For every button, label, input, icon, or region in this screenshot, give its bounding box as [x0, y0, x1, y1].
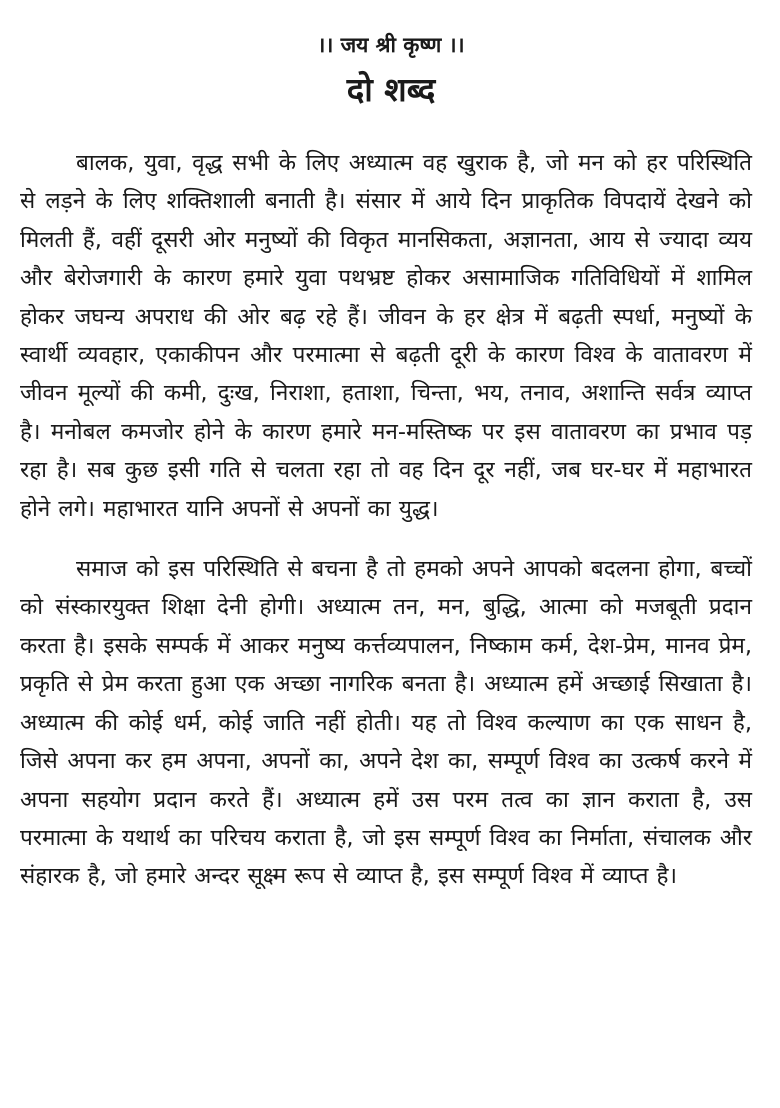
- paragraph-2: समाज को इस परिस्थिति से बचना है तो हमको अपने आपको बदलना होगा, बच्चों को संस्कारयुक्त शिक्षा देनी होगी। अध्यात्म तन, मन, बुद्धि, आत्मा को मजबूती प्रदान करता है। इसके सम्पर्क में आकर मनुष्य कर्त्तव्यपालन, निष्काम कर्म, देश-प्रेम, मानव प्रेम, प्रकृति से प्रेम करता हुआ एक अच्छा नागरिक बनता है। अध्यात्म हमें अच्छाई सिखाता है। अध्यात्म की कोई धर्म, कोई जाति नहीं होती। यह तो विश्व कल्याण का एक साधन है, जिसे अपना कर हम अपना, अपनों का, अपने देश का, सम्पूर्ण विश्व का उत्कर्ष करने में अपना सहयोग प्रदान करते हैं। अध्यात्म हमें उस परम तत्व का ज्ञान कराता है, उस परमात्मा के यथार्थ का परिचय कराता है, जो इस सम्पूर्ण विश्व का निर्माता, संचालक और संहारक है, जो हमारे अन्दर सूक्ष्म रूप से व्याप्त है, इस सम्पूर्ण विश्व में व्याप्त है।: [20, 556, 752, 890]
- body-text: [20, 144, 752, 896]
- page-title: दो शब्द: [346, 70, 436, 109]
- paragraph-1: बालक, युवा, वृद्ध सभी के लिए अध्यात्म वह खुराक है, जो मन को हर परिस्थिति से लड़ने के लिए शक्तिशाली बनाती है। संसार में आये दिन प्राकृतिक विपदायें देखने को मिलती हैं, वहीं दूसरी ओर मनुष्यों की विकृत मानसिकता, अज्ञानता, आय से ज्यादा व्यय और बेरोजगारी के कारण हमारे युवा पथभ्रष्ट होकर असामाजिक गतिविधियों में शामिल होकर जघन्य अपराध की ओर बढ़ रहे हैं। जीवन के हर क्षेत्र में बढ़ती स्पर्धा, मनुष्यों के स्वार्थी व्यवहार, एकाकीपन और परमात्मा से बढ़ती दूरी के कारण विश्व के वातावरण में जीवन मूल्यों की कमी, दुःख, निराशा, हताशा, चिन्ता, भय, तनाव, अशान्ति सर्वत्र व्याप्त है। मनोबल कमजोर होने के कारण हमारे मन-मस्तिष्क पर इस वातावरण का प्रभाव पड़ रहा है। सब कुछ इसी गति से चलता रहा तो वह दिन दूर नहीं, जब घर-घर में महाभारत होने लगे। महाभारत यानि अपनों से अपनों का युद्ध।: [20, 150, 752, 522]
- invocation-heading: ।। जय श्री कृष्ण ।।: [317, 33, 465, 57]
